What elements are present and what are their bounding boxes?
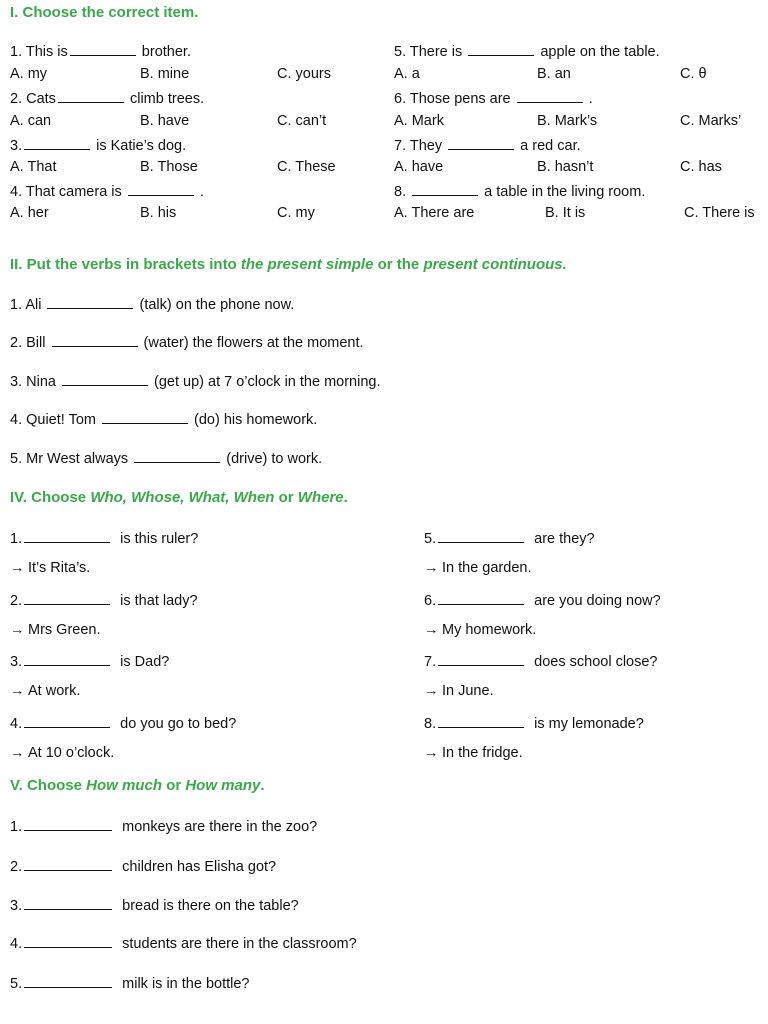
question-7 bbox=[394, 136, 581, 154]
item-text: 2. Bill bbox=[10, 335, 46, 351]
question-text: 8. bbox=[394, 184, 407, 200]
answer-blank[interactable] bbox=[412, 182, 478, 196]
title-part: II. Put the verbs in brackets into bbox=[10, 256, 241, 273]
answer-blank[interactable] bbox=[128, 182, 194, 196]
title-part: . bbox=[343, 489, 348, 506]
arrow-icon: → bbox=[424, 560, 439, 576]
wh-answer-4 bbox=[10, 745, 114, 761]
title-part: or the bbox=[373, 256, 424, 273]
wh-answer-5 bbox=[424, 560, 532, 576]
item-text: (get up) at 7 o’clock in the morning. bbox=[154, 374, 381, 390]
option-a[interactable]: A. my bbox=[10, 66, 48, 82]
title-part: or bbox=[274, 489, 298, 506]
option-b[interactable]: B. hasn’t bbox=[537, 159, 594, 175]
question-3 bbox=[10, 136, 186, 154]
question-5 bbox=[394, 42, 660, 60]
item-number: 7. bbox=[424, 654, 437, 670]
item-text: children has Elisha got? bbox=[122, 859, 277, 875]
answer-blank[interactable] bbox=[24, 817, 112, 831]
item-text: bread is there on the table? bbox=[122, 898, 299, 914]
answer-text: My homework. bbox=[442, 622, 537, 638]
answer-blank[interactable] bbox=[24, 896, 112, 910]
option-c[interactable]: C. yours bbox=[277, 66, 331, 82]
answer-text: At work. bbox=[28, 683, 81, 699]
answer-blank[interactable] bbox=[24, 652, 110, 666]
question-text: 4. That camera is bbox=[10, 184, 122, 200]
wh-question-7 bbox=[424, 652, 657, 670]
arrow-icon: → bbox=[10, 683, 25, 699]
question-text: apple on the table. bbox=[540, 44, 660, 60]
item-text: are you doing now? bbox=[534, 593, 661, 609]
verb-item-3 bbox=[10, 372, 381, 390]
wh-answer-1 bbox=[10, 560, 90, 576]
title-part: . bbox=[260, 777, 265, 794]
item-number: 2. bbox=[10, 859, 23, 875]
question-text: 3. bbox=[10, 138, 23, 154]
arrow-icon: → bbox=[10, 622, 25, 638]
question-1 bbox=[10, 42, 191, 60]
item-number: 3. bbox=[10, 654, 23, 670]
item-number: 5. bbox=[10, 976, 23, 992]
wh-answer-2 bbox=[10, 622, 101, 638]
title-part: or bbox=[161, 777, 186, 794]
answer-blank[interactable] bbox=[102, 410, 188, 424]
item-text: is Dad? bbox=[120, 654, 170, 670]
item-text: 5. Mr West always bbox=[10, 451, 129, 467]
question-text: is Katie’s dog. bbox=[96, 138, 187, 154]
answer-blank[interactable] bbox=[24, 974, 112, 988]
answer-text: In the garden. bbox=[442, 560, 532, 576]
question-text: 7. They bbox=[394, 138, 443, 154]
question-text: 5. There is bbox=[394, 44, 463, 60]
answer-blank[interactable] bbox=[62, 372, 148, 386]
wh-answer-8 bbox=[424, 745, 523, 761]
option-b[interactable]: B. It is bbox=[545, 205, 586, 221]
option-a[interactable]: A. Mark bbox=[394, 113, 444, 129]
option-c[interactable]: C. There is bbox=[684, 205, 755, 221]
question-text: a red car. bbox=[520, 138, 581, 154]
question-text: brother. bbox=[141, 44, 191, 60]
title-part: IV. Choose bbox=[10, 489, 91, 506]
option-a[interactable]: A. can bbox=[10, 113, 52, 129]
how-item-2 bbox=[10, 857, 276, 875]
answer-text: In the fridge. bbox=[442, 745, 523, 761]
arrow-icon: → bbox=[424, 745, 439, 761]
option-a[interactable]: A. a bbox=[394, 66, 420, 82]
answer-blank[interactable] bbox=[438, 591, 524, 605]
question-6 bbox=[394, 89, 593, 107]
item-text: (drive) to work. bbox=[226, 451, 323, 467]
answer-text: At 10 o’clock. bbox=[28, 745, 115, 761]
wh-question-5 bbox=[424, 529, 595, 547]
item-text: is my lemonade? bbox=[534, 716, 644, 732]
question-text: 2. Cats bbox=[10, 91, 56, 107]
answer-blank[interactable] bbox=[58, 89, 124, 103]
item-number: 5. bbox=[424, 531, 437, 547]
title-part: V. Choose bbox=[10, 777, 87, 794]
answer-blank[interactable] bbox=[134, 449, 220, 463]
item-number: 2. bbox=[10, 593, 23, 609]
title-part: the present simple bbox=[240, 256, 374, 273]
item-text: are they? bbox=[534, 531, 595, 547]
arrow-icon: → bbox=[10, 560, 25, 576]
question-text: 1. This is bbox=[10, 44, 68, 60]
how-item-5 bbox=[10, 974, 250, 992]
answer-blank[interactable] bbox=[24, 136, 90, 150]
item-text: does school close? bbox=[534, 654, 658, 670]
answer-blank[interactable] bbox=[24, 857, 112, 871]
option-c[interactable]: C. These bbox=[277, 159, 336, 175]
option-b[interactable]: B. mine bbox=[140, 66, 190, 82]
option-c[interactable]: C. can’t bbox=[277, 113, 327, 129]
answer-blank[interactable] bbox=[24, 934, 112, 948]
item-number: 1. bbox=[10, 531, 23, 547]
title-part: How many bbox=[185, 777, 261, 794]
option-b[interactable]: B. Mark’s bbox=[537, 113, 598, 129]
item-text: do you go to bed? bbox=[120, 716, 237, 732]
title-part: How much bbox=[86, 777, 162, 794]
answer-text: In June. bbox=[442, 683, 494, 699]
answer-blank[interactable] bbox=[52, 333, 138, 347]
option-b[interactable]: B. his bbox=[140, 205, 177, 221]
verb-item-4 bbox=[10, 410, 317, 428]
question-8 bbox=[394, 182, 645, 200]
wh-answer-6 bbox=[424, 622, 536, 638]
option-c[interactable]: C. θ bbox=[680, 66, 707, 82]
option-c[interactable]: C. has bbox=[680, 159, 722, 175]
item-text: (do) his homework. bbox=[194, 412, 318, 428]
item-number: 1. bbox=[10, 819, 23, 835]
option-a[interactable]: A. have bbox=[394, 159, 444, 175]
item-text: is this ruler? bbox=[120, 531, 199, 547]
answer-blank[interactable] bbox=[517, 89, 583, 103]
item-number: 6. bbox=[424, 593, 437, 609]
wh-question-3 bbox=[10, 652, 169, 670]
option-c[interactable]: C. my bbox=[277, 205, 315, 221]
wh-question-6 bbox=[424, 591, 661, 609]
option-b[interactable]: B. Those bbox=[140, 159, 198, 175]
section-2-title bbox=[10, 256, 567, 273]
item-number: 3. bbox=[10, 898, 23, 914]
item-text: monkeys are there in the zoo? bbox=[122, 819, 318, 835]
title-part: present continuous. bbox=[423, 256, 567, 273]
question-text: a table in the living room. bbox=[484, 184, 646, 200]
wh-answer-3 bbox=[10, 683, 80, 699]
item-number: 8. bbox=[424, 716, 437, 732]
question-2 bbox=[10, 89, 204, 107]
section-1-title: I. Choose the correct item. bbox=[10, 4, 199, 21]
item-text: (talk) on the phone now. bbox=[139, 297, 295, 313]
question-text: climb trees. bbox=[129, 91, 205, 107]
arrow-icon: → bbox=[424, 622, 439, 638]
question-text: 6. Those pens are bbox=[394, 91, 511, 107]
wh-question-4 bbox=[10, 714, 236, 732]
question-4 bbox=[10, 182, 204, 200]
answer-blank[interactable] bbox=[438, 652, 524, 666]
verb-item-2 bbox=[10, 333, 364, 351]
how-item-3 bbox=[10, 896, 299, 914]
option-a[interactable]: A. There are bbox=[394, 205, 475, 221]
answer-text: Mrs Green. bbox=[28, 622, 101, 638]
question-text: . bbox=[199, 184, 204, 200]
answer-blank[interactable] bbox=[47, 295, 133, 309]
item-number: 4. bbox=[10, 716, 23, 732]
option-b[interactable]: B. an bbox=[537, 66, 571, 82]
title-part: Who, Whose, What, When bbox=[90, 489, 275, 506]
option-a[interactable]: A. That bbox=[10, 159, 57, 175]
item-text: students are there in the classroom? bbox=[122, 936, 357, 952]
option-a[interactable]: A. her bbox=[10, 205, 49, 221]
wh-answer-7 bbox=[424, 683, 494, 699]
item-text: 3. Nina bbox=[10, 374, 56, 390]
item-number: 4. bbox=[10, 936, 23, 952]
arrow-icon: → bbox=[10, 745, 25, 761]
answer-blank[interactable] bbox=[468, 42, 534, 56]
answer-blank[interactable] bbox=[438, 529, 524, 543]
answer-text: It’s Rita’s. bbox=[28, 560, 91, 576]
item-text: is that lady? bbox=[120, 593, 198, 609]
title-part: Where bbox=[297, 489, 344, 506]
answer-blank[interactable] bbox=[70, 42, 136, 56]
wh-question-8 bbox=[424, 714, 644, 732]
option-c[interactable]: C. Marks’ bbox=[680, 113, 742, 129]
how-item-1 bbox=[10, 817, 317, 835]
question-text: . bbox=[588, 91, 593, 107]
answer-blank[interactable] bbox=[448, 136, 514, 150]
item-text: (water) the flowers at the moment. bbox=[143, 335, 364, 351]
option-b[interactable]: B. have bbox=[140, 113, 190, 129]
answer-blank[interactable] bbox=[24, 529, 110, 543]
item-text: 4. Quiet! Tom bbox=[10, 412, 96, 428]
answer-blank[interactable] bbox=[438, 714, 524, 728]
how-item-4 bbox=[10, 934, 357, 952]
verb-item-5 bbox=[10, 449, 322, 467]
item-text: 1. Ali bbox=[10, 297, 42, 313]
wh-question-1 bbox=[10, 529, 198, 547]
verb-item-1 bbox=[10, 295, 294, 313]
arrow-icon: → bbox=[424, 683, 439, 699]
answer-blank[interactable] bbox=[24, 591, 110, 605]
wh-question-2 bbox=[10, 591, 198, 609]
answer-blank[interactable] bbox=[24, 714, 110, 728]
item-text: milk is in the bottle? bbox=[122, 976, 250, 992]
section-4-title bbox=[10, 489, 348, 506]
section-5-title bbox=[10, 777, 265, 794]
